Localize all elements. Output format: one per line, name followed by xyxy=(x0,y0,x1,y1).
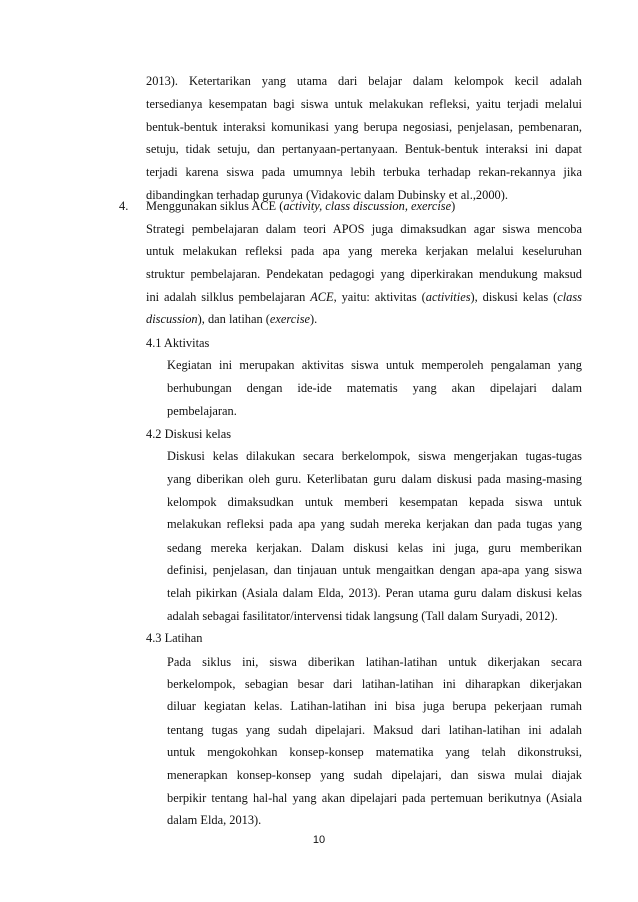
para1-line: dibandingkan terhadap gurunya (Vidakovic dalam Dubinsky et al.,2000). xyxy=(146,187,508,202)
para1-line: 2013). Ketertarikan yang utama dari belajar dalam kelompok kecil adalah xyxy=(146,74,582,88)
para1-line: setuju, tidak setuju, dan pertanyaan-pertanyaan. Bentuk-bentuk interaksi ini dapat xyxy=(146,142,582,157)
section-title: 4.1 Aktivitas xyxy=(146,335,210,350)
s43-line: untuk mengokohkan konsep-konsep matematika yang telah dikonstruksi, xyxy=(167,744,582,759)
s42-line: sedang mereka kerjakan. Dalam diskusi kelas ini juga, guru memberikan xyxy=(167,540,582,555)
para2-line: discussion), dan latihan (exercise). xyxy=(146,312,318,327)
s43-line: menerapkan konsep-konsep yang sudah dipelajari, dan siswa mulai diajak xyxy=(167,768,582,783)
s42-line: yang diberikan oleh guru. Keterlibatan guru dalam diskusi pada masing-masing xyxy=(167,471,582,486)
s42-line: adalah sebagai fasilitator/intervensi tidak langsung (Tall dalam Suryadi, 2012). xyxy=(167,608,558,623)
s42-line: definisi, penjelasan, dan tinjauan untuk mengaitkan dengan apa-apa yang siswa xyxy=(167,563,582,578)
section-title: 4.3 Latihan xyxy=(146,631,203,646)
s42-line: telah pikirkan (Asiala dalam Elda, 2013). Peran utama guru dalam diskusi kelas xyxy=(167,585,582,600)
page-number: 10 xyxy=(312,834,326,846)
s42-line: melakukan refleksi pada apa yang sudah mereka kerjakan dan pada tugas yang xyxy=(167,517,582,532)
s42-line: kelompok dimaksudkan untuk memberi kesempatan kepada siswa untuk xyxy=(167,495,582,509)
s41-line: berhubungan dengan ide-ide matematis yang akan dipelajari dalam xyxy=(167,381,582,396)
para2-line: Strategi pembelajaran dalam teori APOS juga dimaksudkan agar siswa mencoba xyxy=(146,221,582,236)
s41-line: pembelajaran. xyxy=(167,403,237,418)
s43-line: dalam Elda, 2013). xyxy=(167,813,262,827)
item4-heading: Menggunakan siklus ACE (activity, class discussion, exercise) xyxy=(146,198,456,213)
s41-line: Kegiatan ini merupakan aktivitas siswa untuk memperoleh pengalaman yang xyxy=(167,358,582,372)
s42-line: Diskusi kelas dilakukan secara berkelompok, siswa mengerjakan tugas-tugas xyxy=(167,449,582,464)
list-number: 4. xyxy=(119,198,129,213)
s43-line: diluar kegiatan kelas. Latihan-latihan ini bisa juga berupa pekerjaan rumah xyxy=(167,699,582,714)
para2-line: untuk melakukan refleksi pada apa yang mereka kerjakan melalui keseluruhan xyxy=(146,244,582,259)
para2-line: ini adalah silklus pembelajaran ACE, yaitu: aktivitas (activities), diskusi kelas (class xyxy=(146,289,582,304)
para1-line: terjadi karena siswa pada umumnya lebih terbuka terhadap rekan-rekannya jika xyxy=(146,165,582,180)
section-title: 4.2 Diskusi kelas xyxy=(146,426,232,441)
s43-line: Pada siklus ini, siswa diberikan latihan-latihan untuk dikerjakan secara xyxy=(167,654,582,669)
s43-line: tentang tugas yang sudah dipelajari. Maksud dari latihan-latihan ini adalah xyxy=(167,722,582,737)
s43-line: berpikir tentang hal-hal yang akan dipelajari pada pertemuan berikutnya (Asiala xyxy=(167,790,582,805)
para2-line: struktur pembelajaran. Pendekatan pedagogi yang diperkirakan mendukung maksud xyxy=(146,266,582,281)
para1-line: bentuk-bentuk interaksi komunikasi yang berupa negosiasi, penjelasan, pembenaran, xyxy=(146,119,582,134)
s43-line: berkelompok, sebagian besar dari latihan-latihan ini diharapkan dikerjakan xyxy=(167,676,582,691)
para1-line: tersedianya kesempatan bagi siswa untuk melakukan refleksi, yaitu terjadi melalui xyxy=(146,97,582,112)
